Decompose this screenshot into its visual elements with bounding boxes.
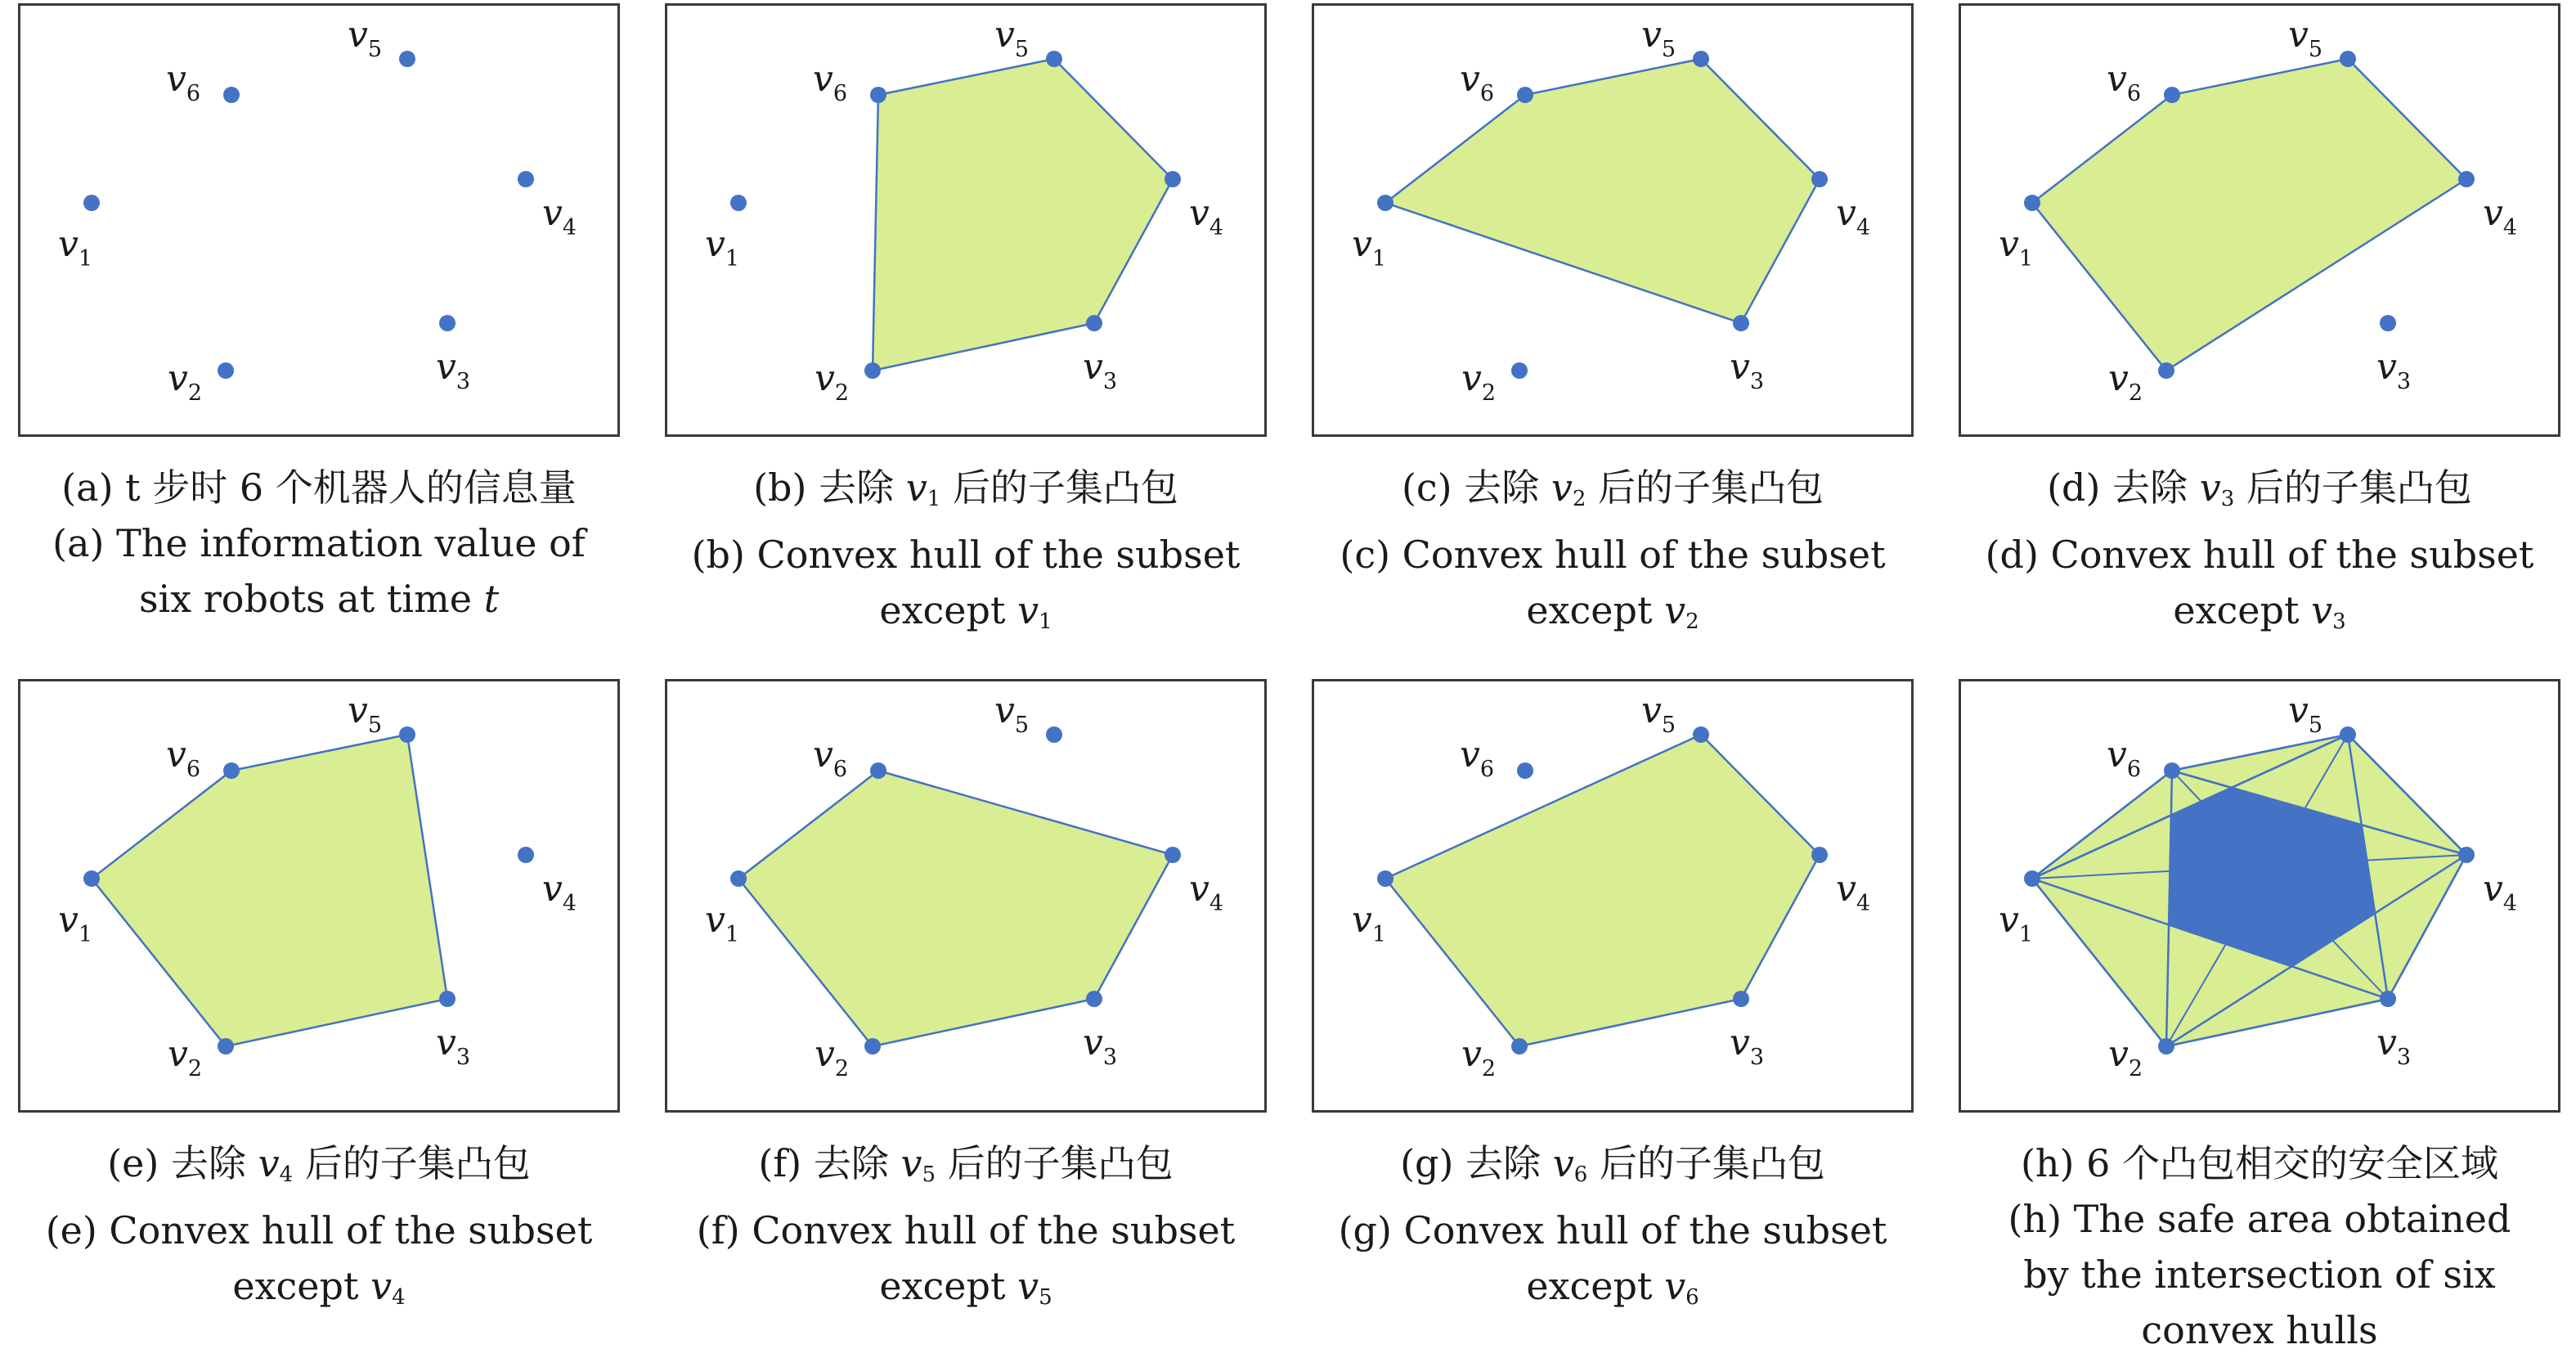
robot-point-v6 [1517,762,1533,779]
robot-point-v1 [730,870,747,887]
caption-c-cn: (c) 去除 $v_2$ 后的子集凸包 [1401,465,1824,511]
robot-point-v2 [2158,1038,2174,1054]
robot-label-v4: $v_4$ [1189,868,1224,916]
robot-point-v6 [870,762,886,779]
robot-label-v1: $v_1$ [705,899,740,947]
robot-label-v1: $v_1$ [1999,899,2034,947]
robot-point-v4 [518,171,534,187]
convex-hull-b [873,59,1173,371]
robot-point-v2 [218,362,234,379]
convex-hull-g [1385,735,1820,1046]
robot-point-v6 [2164,87,2180,103]
robot-point-v1 [2024,195,2040,211]
caption-c [1287,460,1938,650]
caption-g-en-1: (g) Convex hull of the subset [1338,1208,1887,1252]
caption-c-en-1: (c) Convex hull of the subset [1340,533,1886,577]
robot-label-v5: $v_5$ [348,690,383,738]
robot-label-v2: $v_2$ [168,357,203,406]
robot-point-v4 [1165,171,1181,187]
caption-b-en-2: except $v_1$ [879,588,1052,634]
diagram-c [1314,6,1911,434]
robot-label-v3: $v_3$ [2376,1022,2412,1070]
robot-point-v2 [1511,1038,1528,1054]
caption-b-en-1: (b) Convex hull of the subset [691,533,1241,577]
robot-point-v5 [1046,51,1062,67]
caption-f-cn: (f) 去除 $v_5$ 后的子集凸包 [758,1141,1174,1187]
convex-hull-f [738,771,1173,1046]
caption-a-en-2: six robots at time t [138,577,500,621]
robot-label-v5: $v_5$ [1641,690,1676,738]
robot-point-v1 [83,195,100,211]
robot-label-v1: $v_1$ [58,223,93,272]
caption-e-en-1: (e) Convex hull of the subset [45,1208,593,1252]
robot-point-v2 [864,1038,881,1054]
caption-b-cn: (b) 去除 $v_1$ 后的子集凸包 [753,465,1178,511]
caption-h [1934,1135,2576,1358]
caption-e-en-2: except $v_4$ [232,1264,406,1310]
caption-f-en-2: except $v_5$ [879,1264,1052,1310]
robot-label-v6: $v_6$ [813,58,848,106]
robot-point-v1 [730,195,747,211]
caption-d-en-1: (d) Convex hull of the subset [1985,533,2534,577]
robot-label-v4: $v_4$ [2483,192,2518,241]
robot-label-v2: $v_2$ [1461,357,1497,406]
robot-label-v4: $v_4$ [1836,868,1871,916]
robot-point-v3 [2380,991,2396,1007]
robot-point-v6 [223,762,240,779]
robot-point-v4 [1811,847,1828,863]
robot-label-v2: $v_2$ [2108,357,2143,406]
robot-label-v6: $v_6$ [166,58,201,106]
convex-hull-d [2032,59,2466,371]
diagram-frame-h [1959,679,2560,1113]
robot-label-v2: $v_2$ [815,1033,850,1081]
robot-label-v1: $v_1$ [58,899,93,947]
caption-a-cn: (a) t 步时 6 个机器人的信息量 [61,465,577,510]
robot-label-v3: $v_3$ [436,346,471,394]
caption-a-en-1: (a) The information value of [52,521,586,565]
robot-label-v3: $v_3$ [1083,1022,1118,1070]
caption-h-en-2: by the intersection of six [2023,1252,2496,1297]
robot-label-v2: $v_2$ [168,1033,203,1081]
diagram-frame-g [1312,679,1914,1113]
robot-label-v4: $v_4$ [2483,868,2518,916]
caption-e-cn: (e) 去除 $v_4$ 后的子集凸包 [107,1141,531,1187]
robot-label-v5: $v_5$ [2288,14,2323,62]
robot-label-v2: $v_2$ [1461,1033,1497,1081]
caption-d [1934,460,2576,650]
robot-label-v6: $v_6$ [2107,734,2142,782]
robot-label-v6: $v_6$ [813,734,848,782]
robot-point-v2 [218,1038,234,1054]
diagram-h [1961,681,2558,1110]
diagram-f [667,681,1264,1110]
diagram-b [667,6,1264,434]
caption-g [1287,1135,1938,1325]
caption-d-cn: (d) 去除 $v_3$ 后的子集凸包 [2047,465,2472,511]
robot-label-v5: $v_5$ [994,14,1030,62]
robot-label-v3: $v_3$ [1730,1022,1765,1070]
caption-c-en-2: except $v_2$ [1526,588,1699,634]
robot-point-v6 [1517,87,1533,103]
robot-point-v5 [2340,51,2356,67]
diagram-g [1314,681,1911,1110]
robot-label-v6: $v_6$ [2107,58,2142,106]
robot-point-v3 [1086,991,1102,1007]
caption-a [0,460,644,627]
robot-label-v4: $v_4$ [542,192,577,241]
robot-label-v5: $v_5$ [348,14,383,62]
robot-label-v6: $v_6$ [166,734,201,782]
diagram-frame-c [1312,3,1914,437]
diagram-frame-e [18,679,620,1113]
diagram-a [20,6,617,434]
convex-hull-c [1385,59,1820,323]
robot-point-v5 [399,51,415,67]
diagram-frame-f [665,679,1267,1113]
caption-g-cn: (g) 去除 $v_6$ 后的子集凸包 [1400,1141,1825,1187]
diagram-frame-b [665,3,1267,437]
robot-point-v3 [2380,315,2396,331]
robot-label-v3: $v_3$ [2376,346,2412,394]
robot-point-v4 [2458,171,2475,187]
robot-label-v5: $v_5$ [2288,690,2323,738]
robot-label-v1: $v_1$ [1352,899,1387,947]
caption-h-en-1: (h) The safe area obtained [2008,1197,2511,1241]
robot-label-v4: $v_4$ [1836,192,1871,241]
robot-point-v3 [1733,315,1749,331]
robot-point-v1 [1377,870,1393,887]
robot-label-v4: $v_4$ [1189,192,1224,241]
robot-point-v3 [439,991,456,1007]
robot-label-v6: $v_6$ [1460,734,1495,782]
robot-point-v4 [2458,847,2475,863]
robot-point-v2 [2158,362,2174,379]
robot-label-v4: $v_4$ [542,868,577,916]
robot-point-v4 [518,847,534,863]
robot-label-v3: $v_3$ [1083,346,1118,394]
robot-point-v3 [439,315,456,331]
diagram-e [20,681,617,1110]
caption-d-en-2: except $v_3$ [2173,588,2346,634]
robot-point-v1 [2024,870,2040,887]
robot-label-v3: $v_3$ [1730,346,1765,394]
caption-b [640,460,1291,650]
robot-point-v6 [223,87,240,103]
diagram-d [1961,6,2558,434]
robot-label-v1: $v_1$ [1352,223,1387,272]
convex-hull-e [92,735,447,1046]
caption-g-en-2: except $v_6$ [1526,1264,1699,1310]
robot-label-v6: $v_6$ [1460,58,1495,106]
robot-label-v2: $v_2$ [815,357,850,406]
robot-point-v4 [1165,847,1181,863]
robot-point-v6 [870,87,886,103]
robot-point-v3 [1733,991,1749,1007]
caption-f-en-1: (f) Convex hull of the subset [696,1208,1236,1252]
robot-point-v4 [1811,171,1828,187]
caption-h-en-3: convex hulls [2141,1308,2378,1352]
robot-point-v1 [83,870,100,887]
robot-point-v3 [1086,315,1102,331]
robot-point-v5 [399,726,415,743]
caption-h-cn: (h) 6 个凸包相交的安全区域 [2020,1141,2499,1185]
robot-point-v2 [864,362,881,379]
robot-label-v1: $v_1$ [705,223,740,272]
robot-point-v5 [1693,51,1709,67]
diagram-frame-d [1959,3,2560,437]
robot-label-v3: $v_3$ [436,1022,471,1070]
robot-point-v5 [2340,726,2356,743]
robot-label-v5: $v_5$ [1641,14,1676,62]
robot-label-v2: $v_2$ [2108,1033,2143,1081]
robot-label-v5: $v_5$ [994,690,1030,738]
robot-point-v5 [1693,726,1709,743]
caption-f [640,1135,1291,1325]
robot-point-v6 [2164,762,2180,779]
robot-label-v1: $v_1$ [1999,223,2034,272]
diagram-frame-a [18,3,620,437]
robot-point-v2 [1511,362,1528,379]
robot-point-v1 [1377,195,1393,211]
robot-point-v5 [1046,726,1062,743]
caption-e [0,1135,644,1325]
